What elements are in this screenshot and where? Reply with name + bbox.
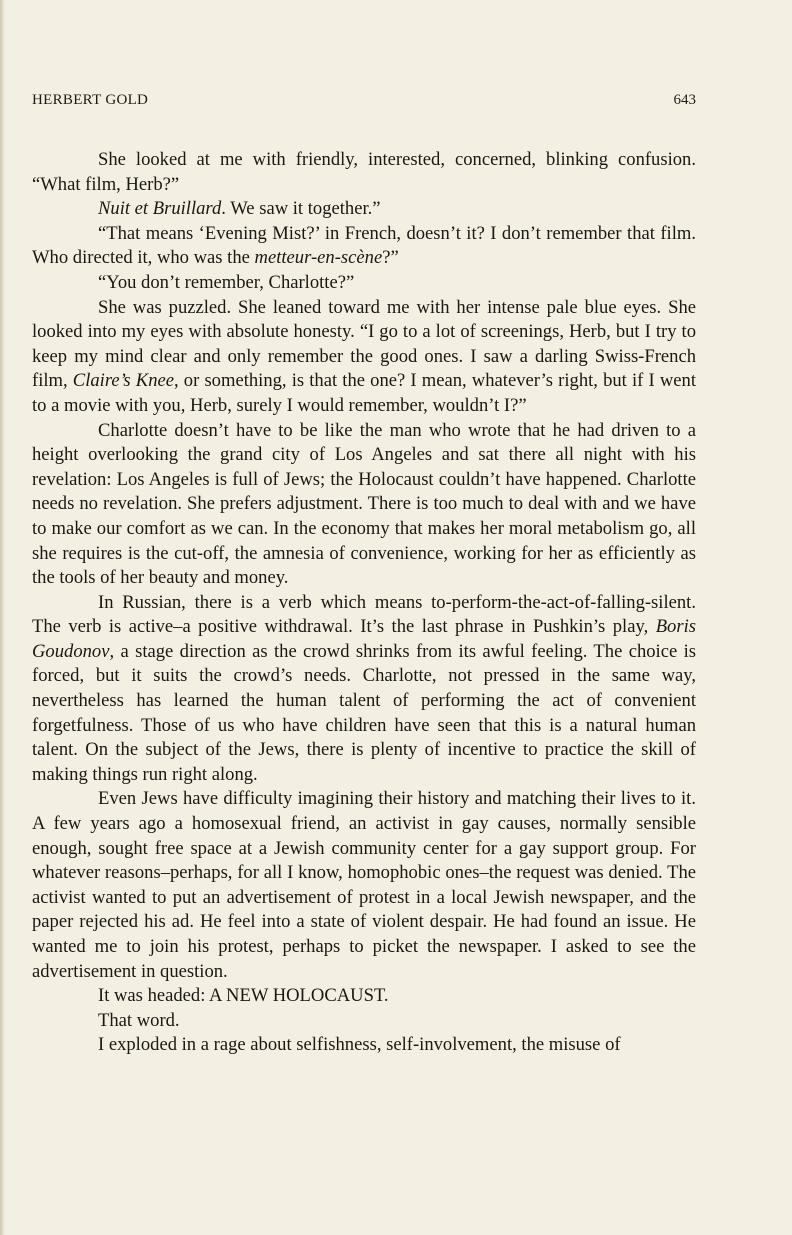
paragraph: Even Jews have difficulty imagining their history and matching their lives to it. A few years ago a homosexual friend, an activist in gay causes, normally sensible enough, sought free space at a Jewish community center for a gay support group. For whatever reasons–perhaps, for all I know, homophobic ones–the request was denied. The activist wanted to put an advertisement of protest in a local Jewish newspaper, and the paper rejected his ad. He feel into a state of violent despair. He had found an issue. He wanted me to join his protest, perhaps to picket the newspaper. I asked to see the advertisement in question. bbox=[32, 788, 696, 982]
paragraph: In Russian, there is a verb which means to-perform-the-act-of-falling-silent. The verb is active–a positive withdrawal. It’s the last phrase in Pushkin’s play, Boris Goudonov, a stage direction as the crowd shrinks from its awful feeling. The choice is forced, but it suits the crowd’s needs. Charlotte, not pressed in the same way, nevertheless has learned the human talent of performing the act of convenient forgetfulness. Those of us who have children have seen that this is a natural human talent. On the subject of the Jews, there is plenty of incentive to practice the skill of making things run right along. bbox=[32, 591, 696, 785]
paragraph: “You don’t remember, Charlotte?” bbox=[98, 271, 355, 293]
paragraph: Charlotte doesn’t have to be like the man who wrote that he had driven to a height overlooking the grand city of Los Angeles and sat there all night with his revelation: Los Angeles is full of Jews; the Holocaust couldn’t have happened. Charlotte needs no revelation. She prefers adjustment. There is too much to deal with and we have to make our comfort as we can. In the economy that makes her moral metabolism go, all she requires is the cut-off, the amnesia of convenience, working for her as efficiently as the tools of her beauty and money. bbox=[32, 419, 696, 589]
paragraph: She was puzzled. She leaned toward me with her intense pale blue eyes. She looked into my eyes with absolute honesty. “I go to a lot of screenings, Herb, but I try to keep my mind clear and only remember the good ones. I saw a darling Swiss-French film, Claire’s Knee, or something, is that the one? I mean, whatever’s right, but if I went to a movie with you, Herb, surely I would remember, wouldn’t I?” bbox=[32, 296, 696, 416]
page-number: 643 bbox=[673, 92, 696, 108]
page-edge-shadow bbox=[0, 0, 5, 1235]
body-text bbox=[32, 148, 696, 1058]
italic-title: metteur-en-scène bbox=[254, 247, 383, 269]
paragraph: That word. bbox=[98, 1009, 180, 1031]
paragraph: Nuit et Bruillard. We saw it together.” bbox=[98, 198, 381, 220]
running-head bbox=[32, 92, 696, 112]
paragraph: It was headed: A NEW HOLOCAUST. bbox=[98, 985, 389, 1007]
italic-title: Boris Goudonov bbox=[32, 616, 696, 662]
paragraph: She looked at me with friendly, interested, concerned, blinking confusion. “What film, Herb?” bbox=[32, 149, 696, 195]
italic-title: Nuit et Bruillard bbox=[98, 198, 222, 220]
running-head-author: HERBERT GOLD bbox=[32, 92, 149, 108]
paragraph: “That means ‘Evening Mist?’ in French, doesn’t it? I don’t remember that film. Who directed it, who was the metteur-en-scène?” bbox=[32, 222, 696, 269]
paragraph: I exploded in a rage about selfishness, self-involvement, the misuse of bbox=[98, 1034, 621, 1056]
italic-title: Claire’s Knee bbox=[72, 370, 175, 392]
